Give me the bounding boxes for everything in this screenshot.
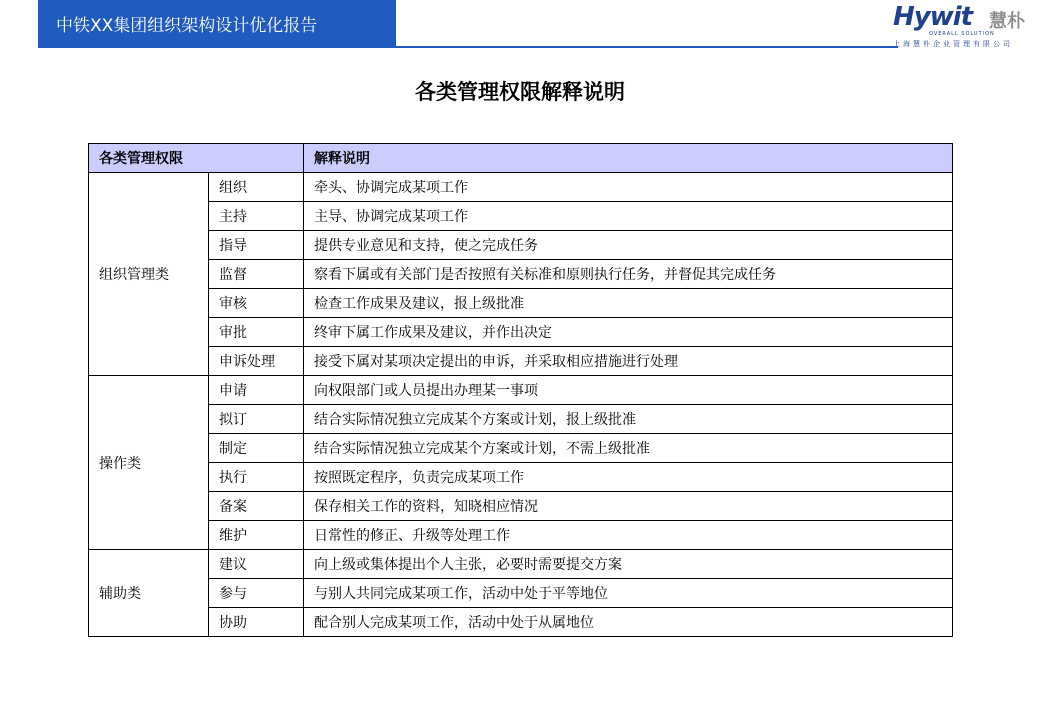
authority-item-cell: 监督 bbox=[209, 260, 304, 289]
explanation-cell: 检查工作成果及建议，报上级批准 bbox=[304, 289, 953, 318]
authority-item-cell: 制定 bbox=[209, 434, 304, 463]
table-row bbox=[89, 260, 953, 289]
table-row bbox=[89, 173, 953, 202]
table-row bbox=[89, 463, 953, 492]
authority-item-cell: 申请 bbox=[209, 376, 304, 405]
logo-cn: 慧朴 bbox=[989, 11, 1025, 32]
authority-item-cell: 维护 bbox=[209, 521, 304, 550]
explanation-cell: 结合实际情况独立完成某个方案或计划，不需上级批准 bbox=[304, 434, 953, 463]
authority-item-cell: 审批 bbox=[209, 318, 304, 347]
table-row bbox=[89, 318, 953, 347]
authority-item-cell: 执行 bbox=[209, 463, 304, 492]
explanation-cell: 按照既定程序，负责完成某项工作 bbox=[304, 463, 953, 492]
category-cell: 辅助类 bbox=[89, 550, 209, 637]
authority-item-cell: 拟订 bbox=[209, 405, 304, 434]
report-title: 中铁XX集团组织架构设计优化报告 bbox=[56, 15, 318, 36]
table-row bbox=[89, 347, 953, 376]
explanation-cell: 牵头、协调完成某项工作 bbox=[304, 173, 953, 202]
page-title: 各类管理权限解释说明 bbox=[415, 79, 625, 104]
explanation-cell: 察看下属或有关部门是否按照有关标准和原则执行任务，并督促其完成任务 bbox=[304, 260, 953, 289]
table-row bbox=[89, 376, 953, 405]
table-row bbox=[89, 492, 953, 521]
explanation-cell: 结合实际情况独立完成某个方案或计划，报上级批准 bbox=[304, 405, 953, 434]
explanation-cell: 保存相关工作的资料，知晓相应情况 bbox=[304, 492, 953, 521]
authority-item-cell: 审核 bbox=[209, 289, 304, 318]
explanation-cell: 主导、协调完成某项工作 bbox=[304, 202, 953, 231]
explanation-cell: 日常性的修正、升级等处理工作 bbox=[304, 521, 953, 550]
company-logo bbox=[893, 2, 1038, 50]
authority-item-cell: 组织 bbox=[209, 173, 304, 202]
category-cell: 操作类 bbox=[89, 376, 209, 550]
header-band bbox=[38, 0, 396, 46]
authority-item-cell: 申诉处理 bbox=[209, 347, 304, 376]
category-cell: 组织管理类 bbox=[89, 173, 209, 376]
explanation-cell: 接受下属对某项决定提出的申诉，并采取相应措施进行处理 bbox=[304, 347, 953, 376]
header-explanation: 解释说明 bbox=[304, 144, 953, 173]
table-row bbox=[89, 550, 953, 579]
explanation-cell: 与别人共同完成某项工作，活动中处于平等地位 bbox=[304, 579, 953, 608]
explanation-cell: 终审下属工作成果及建议，并作出决定 bbox=[304, 318, 953, 347]
table-row bbox=[89, 405, 953, 434]
header-divider bbox=[38, 46, 898, 48]
logo-brand: Hywit bbox=[893, 2, 973, 32]
logo-tagline: OVERALL SOLUTION bbox=[929, 31, 995, 37]
explanation-cell: 配合别人完成某项工作，活动中处于从属地位 bbox=[304, 608, 953, 637]
explanation-cell: 提供专业意见和支持，使之完成任务 bbox=[304, 231, 953, 260]
table-header-row bbox=[89, 144, 953, 173]
explanation-cell: 向权限部门或人员提出办理某一事项 bbox=[304, 376, 953, 405]
authority-item-cell: 备案 bbox=[209, 492, 304, 521]
explanation-cell: 向上级或集体提出个人主张，必要时需要提交方案 bbox=[304, 550, 953, 579]
header-authority: 各类管理权限 bbox=[89, 144, 304, 173]
table-row bbox=[89, 202, 953, 231]
table-row bbox=[89, 608, 953, 637]
table-body bbox=[89, 173, 953, 637]
logo-company: 上海慧朴企业管理有限公司 bbox=[893, 40, 1013, 48]
table-row bbox=[89, 289, 953, 318]
table-row bbox=[89, 231, 953, 260]
table-row bbox=[89, 521, 953, 550]
table-row bbox=[89, 434, 953, 463]
authority-item-cell: 建议 bbox=[209, 550, 304, 579]
authority-table bbox=[88, 143, 953, 637]
authority-item-cell: 主持 bbox=[209, 202, 304, 231]
authority-item-cell: 指导 bbox=[209, 231, 304, 260]
table-row bbox=[89, 579, 953, 608]
authority-item-cell: 参与 bbox=[209, 579, 304, 608]
authority-item-cell: 协助 bbox=[209, 608, 304, 637]
